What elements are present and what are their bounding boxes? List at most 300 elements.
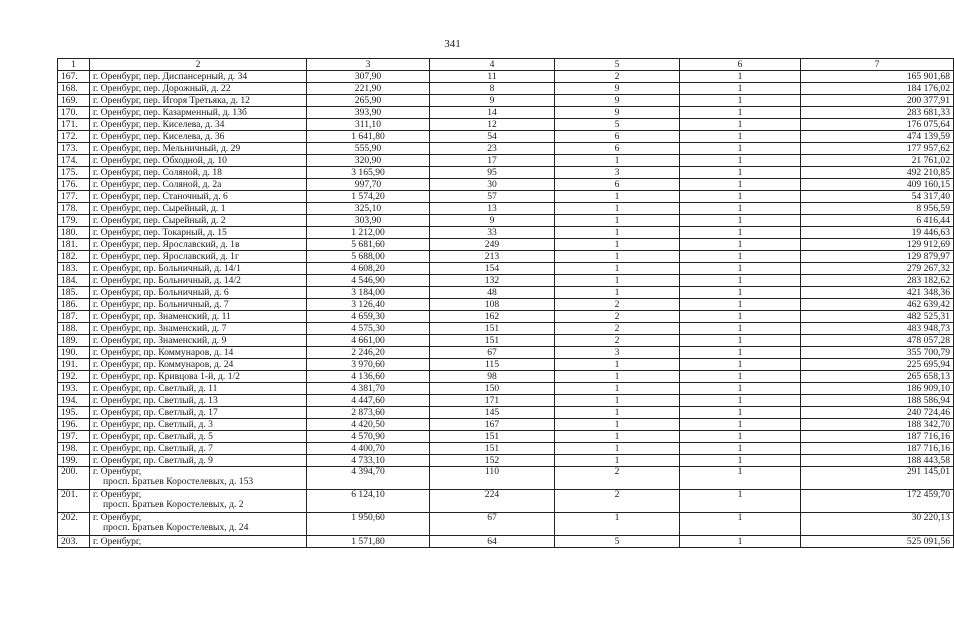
header-row [58, 59, 954, 71]
header-cell: 4 [430, 59, 555, 71]
table-cell-pop: 67 [430, 513, 555, 536]
table-cell-sum: 184 176,02 [801, 83, 954, 95]
table-cell-n: 200. [58, 467, 90, 490]
table-cell-pop: 64 [430, 536, 555, 548]
table-cell-sum: 186 909,10 [801, 383, 954, 395]
table-cell-b: 1 [680, 455, 801, 467]
table-cell-n: 190. [58, 347, 90, 359]
table-cell-addr: г. Оренбург, пр. Коммунаров, д. 24 [90, 359, 307, 371]
table-cell-addr: г. Оренбург, пр. Знаменский, д. 7 [90, 323, 307, 335]
table-cell-sum: 462 639,42 [801, 299, 954, 311]
table-cell-b: 1 [680, 536, 801, 548]
table-cell-sum: 483 948,73 [801, 323, 954, 335]
table-cell-n: 184. [58, 275, 90, 287]
table-cell-addr: г. Оренбург, пер. Обходной, д. 10 [90, 155, 307, 167]
table-cell-pop: 30 [430, 179, 555, 191]
table-cell-a: 1 [555, 407, 680, 419]
table-row [58, 155, 954, 167]
table-cell-addr: г. Оренбург, пр. Кривцова 1-й, д. 1/2 [90, 371, 307, 383]
table-cell-b: 1 [680, 467, 801, 490]
table-cell-pop: 9 [430, 215, 555, 227]
table-cell-area: 311,10 [307, 119, 430, 131]
table-cell-area: 997,70 [307, 179, 430, 191]
table-cell-area: 325,10 [307, 203, 430, 215]
table-cell-addr: г. Оренбург, пр. Светлый, д. 11 [90, 383, 307, 395]
table-cell-addr: г. Оренбург, пер. Игоря Третьяка, д. 12 [90, 95, 307, 107]
table-cell-sum: 240 724,46 [801, 407, 954, 419]
table-cell-area: 2 246,20 [307, 347, 430, 359]
table-cell-n: 199. [58, 455, 90, 467]
table-cell-addr: г. Оренбург, пер. Киселева, д. 34 [90, 119, 307, 131]
table-cell-a: 2 [555, 335, 680, 347]
table-row [58, 119, 954, 131]
table-cell-n: 172. [58, 131, 90, 143]
table-cell-b: 1 [680, 263, 801, 275]
table-row [58, 299, 954, 311]
table-cell-b: 1 [680, 287, 801, 299]
table-cell-addr: г. Оренбург, пр. Светлый, д. 5 [90, 431, 307, 443]
table-cell-addr: г. Оренбург, пер. Ярославский, д. 1г [90, 251, 307, 263]
table-cell-sum: 421 348,36 [801, 287, 954, 299]
table-cell-n: 189. [58, 335, 90, 347]
table-cell-addr [90, 490, 307, 513]
address-line-street: просп. Братьев Коростелевых, д. 153 [103, 476, 254, 487]
table-row [58, 227, 954, 239]
table-cell-n: 174. [58, 155, 90, 167]
table-cell-sum: 492 210,85 [801, 167, 954, 179]
table-cell-sum: 176 075,64 [801, 119, 954, 131]
table-cell-n: 193. [58, 383, 90, 395]
table-cell-pop: 213 [430, 251, 555, 263]
table-cell-n: 198. [58, 443, 90, 455]
table-cell-sum: 409 160,15 [801, 179, 954, 191]
table-cell-n: 178. [58, 203, 90, 215]
table-cell-pop: 145 [430, 407, 555, 419]
table-row [58, 311, 954, 323]
table-cell-addr: г. Оренбург, пер. Соляной, д. 18 [90, 167, 307, 179]
table-cell-pop: 167 [430, 419, 555, 431]
table-cell-b: 1 [680, 419, 801, 431]
table-cell-n: 179. [58, 215, 90, 227]
table-row [58, 287, 954, 299]
table-cell-n: 188. [58, 323, 90, 335]
table-cell-pop: 151 [430, 431, 555, 443]
table-cell-area: 3 165,90 [307, 167, 430, 179]
table-cell-addr: г. Оренбург, пр. Светлый, д. 13 [90, 395, 307, 407]
table-cell-n: 171. [58, 119, 90, 131]
table-cell-pop: 33 [430, 227, 555, 239]
table-cell-n: 177. [58, 191, 90, 203]
table-cell-sum: 188 586,94 [801, 395, 954, 407]
table-cell-n: 191. [58, 359, 90, 371]
table-cell-b: 1 [680, 251, 801, 263]
table-cell-n: 176. [58, 179, 90, 191]
table-cell-b: 1 [680, 179, 801, 191]
table-cell-area: 4 136,60 [307, 371, 430, 383]
table-cell-b: 1 [680, 155, 801, 167]
table-cell-addr: г. Оренбург, пр. Знаменский, д. 11 [90, 311, 307, 323]
table-cell-area: 1 571,80 [307, 536, 430, 548]
table-cell-b: 1 [680, 239, 801, 251]
table-cell-n: 195. [58, 407, 90, 419]
table-cell-a: 9 [555, 107, 680, 119]
table-cell-addr: г. Оренбург, пр. Больничный, д. 14/2 [90, 275, 307, 287]
table-cell-b: 1 [680, 311, 801, 323]
table-cell-area: 4 394,70 [307, 467, 430, 490]
table-row [58, 95, 954, 107]
table-cell-sum: 21 761,02 [801, 155, 954, 167]
table-row [58, 536, 954, 548]
table-row [58, 83, 954, 95]
table-cell-addr: г. Оренбург, пр. Светлый, д. 9 [90, 455, 307, 467]
table-cell-b: 1 [680, 275, 801, 287]
table-cell-area: 307,90 [307, 71, 430, 83]
table-cell-sum: 8 956,59 [801, 203, 954, 215]
table-cell-b: 1 [680, 131, 801, 143]
table-cell-a: 3 [555, 167, 680, 179]
table-cell-a: 2 [555, 467, 680, 490]
table-cell-sum: 283 681,33 [801, 107, 954, 119]
table-cell-pop: 57 [430, 191, 555, 203]
table-row [58, 347, 954, 359]
table-cell-pop: 115 [430, 359, 555, 371]
table-cell-n: 196. [58, 419, 90, 431]
table-cell-a: 3 [555, 347, 680, 359]
table-cell-addr: г. Оренбург, пр. Коммунаров, д. 14 [90, 347, 307, 359]
table-cell-b: 1 [680, 359, 801, 371]
table-cell-n: 173. [58, 143, 90, 155]
table-cell-sum: 129 912,69 [801, 239, 954, 251]
table-cell-sum: 478 057,28 [801, 335, 954, 347]
table-cell-area: 555,90 [307, 143, 430, 155]
table-cell-sum: 187 716,16 [801, 443, 954, 455]
table-cell-b: 1 [680, 95, 801, 107]
table-cell-pop: 13 [430, 203, 555, 215]
table-cell-sum: 30 220,13 [801, 513, 954, 536]
table-cell-sum: 225 695,94 [801, 359, 954, 371]
table-cell-a: 1 [555, 251, 680, 263]
table-cell-addr: г. Оренбург, пер. Токарный, д. 15 [90, 227, 307, 239]
table-cell-pop: 171 [430, 395, 555, 407]
table-cell-area: 6 124,10 [307, 490, 430, 513]
table-cell-pop: 67 [430, 347, 555, 359]
table-cell-b: 1 [680, 323, 801, 335]
table-cell-pop: 54 [430, 131, 555, 143]
table-cell-area: 4 659,30 [307, 311, 430, 323]
table-row [58, 513, 954, 536]
table-row [58, 383, 954, 395]
table-cell-a: 6 [555, 179, 680, 191]
table-cell-n: 197. [58, 431, 90, 443]
table-cell-addr: г. Оренбург, пр. Светлый, д. 17 [90, 407, 307, 419]
table-cell-sum: 188 443,58 [801, 455, 954, 467]
table-cell-area: 5 688,00 [307, 251, 430, 263]
table-cell-n: 181. [58, 239, 90, 251]
table-cell-area: 4 546,90 [307, 275, 430, 287]
table-cell-addr: г. Оренбург, пр. Светлый, д. 7 [90, 443, 307, 455]
table-cell-b: 1 [680, 395, 801, 407]
table-cell-a: 1 [555, 275, 680, 287]
table-cell-sum: 172 459,70 [801, 490, 954, 513]
table-cell-area: 221,90 [307, 83, 430, 95]
header-cell: 7 [801, 59, 954, 71]
table-cell-pop: 151 [430, 443, 555, 455]
header-cell: 6 [680, 59, 801, 71]
table-cell-a: 2 [555, 299, 680, 311]
table-cell-addr [90, 513, 307, 536]
address-line-street: просп. Братьев Коростелевых, д. 2 [103, 499, 244, 510]
table-row [58, 359, 954, 371]
table-cell-n: 169. [58, 95, 90, 107]
table-cell-area: 1 950,60 [307, 513, 430, 536]
table-cell-b: 1 [680, 143, 801, 155]
table-cell-sum: 188 342,70 [801, 419, 954, 431]
table-cell-a: 6 [555, 143, 680, 155]
table-cell-pop: 110 [430, 467, 555, 490]
table-cell-sum: 291 145,01 [801, 467, 954, 490]
table-cell-n: 201. [58, 490, 90, 513]
table-cell-area: 1 574,20 [307, 191, 430, 203]
table-cell-pop: 224 [430, 490, 555, 513]
header-cell: 2 [90, 59, 307, 71]
table-cell-b: 1 [680, 119, 801, 131]
table-cell-pop: 95 [430, 167, 555, 179]
table-cell-pop: 154 [430, 263, 555, 275]
table-cell-addr: г. Оренбург, пер. Мельничный, д. 29 [90, 143, 307, 155]
table-cell-pop: 151 [430, 335, 555, 347]
table-cell-a: 5 [555, 536, 680, 548]
table-cell-sum: 474 139,59 [801, 131, 954, 143]
table-cell-area: 3 184,00 [307, 287, 430, 299]
table-cell-a: 1 [555, 287, 680, 299]
table-cell-area: 4 733,10 [307, 455, 430, 467]
table-cell-pop: 11 [430, 71, 555, 83]
table-row [58, 431, 954, 443]
table-cell-area: 5 681,60 [307, 239, 430, 251]
table-cell-sum: 279 267,32 [801, 263, 954, 275]
table-cell-b: 1 [680, 191, 801, 203]
table-cell-b: 1 [680, 513, 801, 536]
header-cell: 3 [307, 59, 430, 71]
table-cell-sum: 177 957,62 [801, 143, 954, 155]
header-cell: 5 [555, 59, 680, 71]
table-cell-sum: 19 446,63 [801, 227, 954, 239]
table-cell-sum: 283 182,62 [801, 275, 954, 287]
table-cell-addr: г. Оренбург, пр. Больничный, д. 14/1 [90, 263, 307, 275]
table-cell-pop: 17 [430, 155, 555, 167]
table-cell-area: 4 381,70 [307, 383, 430, 395]
table-cell-b: 1 [680, 299, 801, 311]
table-cell-a: 1 [555, 383, 680, 395]
table-row [58, 251, 954, 263]
table-cell-a: 1 [555, 371, 680, 383]
table-cell-a: 1 [555, 419, 680, 431]
table-cell-a: 6 [555, 131, 680, 143]
table-row [58, 131, 954, 143]
table-cell-area: 4 400,70 [307, 443, 430, 455]
table-cell-sum: 54 317,40 [801, 191, 954, 203]
table-cell-n: 186. [58, 299, 90, 311]
table-cell-b: 1 [680, 203, 801, 215]
table-cell-b: 1 [680, 107, 801, 119]
table-row [58, 490, 954, 513]
table-cell-addr: г. Оренбург, пр. Знаменский, д. 9 [90, 335, 307, 347]
table-cell-n: 187. [58, 311, 90, 323]
table-cell-area: 4 570,90 [307, 431, 430, 443]
address-line-street: просп. Братьев Коростелевых, д. 24 [103, 522, 249, 533]
table-cell-area: 1 641,80 [307, 131, 430, 143]
table-cell-b: 1 [680, 167, 801, 179]
table-cell-area: 4 661,00 [307, 335, 430, 347]
table-cell-pop: 14 [430, 107, 555, 119]
table-cell-addr [90, 467, 307, 490]
table-cell-a: 1 [555, 191, 680, 203]
table-cell-a: 1 [555, 203, 680, 215]
table-row [58, 239, 954, 251]
table-cell-addr: г. Оренбург, пер. Казарменный, д. 13б [90, 107, 307, 119]
table-cell-pop: 48 [430, 287, 555, 299]
table-cell-addr: г. Оренбург, пр. Светлый, д. 3 [90, 419, 307, 431]
table-cell-pop: 151 [430, 323, 555, 335]
table-cell-a: 2 [555, 490, 680, 513]
table-row [58, 263, 954, 275]
table-row [58, 407, 954, 419]
address-line-city: г. Оренбург, [93, 489, 142, 500]
table-cell-b: 1 [680, 371, 801, 383]
table-cell-a: 1 [555, 443, 680, 455]
table-cell-a: 1 [555, 455, 680, 467]
table-cell-sum: 525 091,56 [801, 536, 954, 548]
table-cell-b: 1 [680, 215, 801, 227]
table-cell-a: 1 [555, 513, 680, 536]
table-cell-n: 180. [58, 227, 90, 239]
table-cell-n: 203. [58, 536, 90, 548]
table-row [58, 203, 954, 215]
table-cell-pop: 162 [430, 311, 555, 323]
table-cell-area: 1 212,00 [307, 227, 430, 239]
table-cell-addr: г. Оренбург, пер. Соляной, д. 2а [90, 179, 307, 191]
table-cell-pop: 8 [430, 83, 555, 95]
table-cell-n: 192. [58, 371, 90, 383]
data-table [57, 58, 954, 548]
table-cell-a: 5 [555, 119, 680, 131]
table-cell-b: 1 [680, 83, 801, 95]
table-cell-area: 303,90 [307, 215, 430, 227]
table-cell-area: 393,90 [307, 107, 430, 119]
table-row [58, 71, 954, 83]
table-cell-b: 1 [680, 347, 801, 359]
table-cell-area: 3 970,60 [307, 359, 430, 371]
table-cell-b: 1 [680, 227, 801, 239]
table-cell-addr: г. Оренбург, пер. Сырейный, д. 1 [90, 203, 307, 215]
table-row [58, 179, 954, 191]
table-cell-a: 1 [555, 227, 680, 239]
address-line-city: г. Оренбург, [93, 512, 142, 523]
table-cell-sum: 200 377,91 [801, 95, 954, 107]
table-cell-a: 1 [555, 359, 680, 371]
table-cell-area: 2 873,60 [307, 407, 430, 419]
table-row [58, 395, 954, 407]
table-cell-a: 1 [555, 155, 680, 167]
table-row [58, 335, 954, 347]
table-row [58, 167, 954, 179]
table-cell-sum: 129 879,97 [801, 251, 954, 263]
table-row [58, 107, 954, 119]
table-cell-a: 2 [555, 311, 680, 323]
table-cell-pop: 12 [430, 119, 555, 131]
table-cell-n: 182. [58, 251, 90, 263]
table-cell-addr: г. Оренбург, пер. Сырейный, д. 2 [90, 215, 307, 227]
table-cell-n: 185. [58, 287, 90, 299]
table-row [58, 455, 954, 467]
table-cell-addr: г. Оренбург, пр. Больничный, д. 6 [90, 287, 307, 299]
table-cell-n: 170. [58, 107, 90, 119]
table-cell-a: 2 [555, 323, 680, 335]
table-cell-area: 4 575,30 [307, 323, 430, 335]
table-cell-b: 1 [680, 335, 801, 347]
table-cell-pop: 98 [430, 371, 555, 383]
table-cell-addr: г. Оренбург, пер. Станочный, д. 6 [90, 191, 307, 203]
table-cell-n: 194. [58, 395, 90, 407]
table-row [58, 467, 954, 490]
table-row [58, 191, 954, 203]
table-cell-sum: 265 658,13 [801, 371, 954, 383]
table-cell-pop: 249 [430, 239, 555, 251]
table-cell-area: 4 447,60 [307, 395, 430, 407]
table-cell-b: 1 [680, 490, 801, 513]
header-cell: 1 [58, 59, 90, 71]
table-cell-sum: 187 716,16 [801, 431, 954, 443]
table-cell-a: 1 [555, 431, 680, 443]
table-cell-area: 4 608,20 [307, 263, 430, 275]
table-cell-b: 1 [680, 443, 801, 455]
table-cell-n: 168. [58, 83, 90, 95]
table-cell-area: 3 126,40 [307, 299, 430, 311]
table-cell-n: 183. [58, 263, 90, 275]
table-row [58, 215, 954, 227]
table-cell-addr: г. Оренбург, [90, 536, 307, 548]
table-cell-sum: 6 416,44 [801, 215, 954, 227]
table-cell-addr: г. Оренбург, пер. Дорожный, д. 22 [90, 83, 307, 95]
table-cell-a: 1 [555, 215, 680, 227]
table-row [58, 371, 954, 383]
table-cell-addr: г. Оренбург, пер. Диспансерный, д. 34 [90, 71, 307, 83]
table-cell-area: 265,90 [307, 95, 430, 107]
table-cell-a: 9 [555, 83, 680, 95]
table-cell-n: 175. [58, 167, 90, 179]
table-cell-pop: 108 [430, 299, 555, 311]
table-cell-a: 1 [555, 395, 680, 407]
table-cell-a: 1 [555, 239, 680, 251]
table-cell-pop: 9 [430, 95, 555, 107]
table-cell-pop: 23 [430, 143, 555, 155]
table-cell-a: 1 [555, 263, 680, 275]
table-row [58, 323, 954, 335]
table-cell-addr: г. Оренбург, пер. Киселева, д. 36 [90, 131, 307, 143]
table-row [58, 143, 954, 155]
table-cell-a: 2 [555, 71, 680, 83]
table-cell-pop: 152 [430, 455, 555, 467]
table-row [58, 443, 954, 455]
table-row [58, 275, 954, 287]
table-cell-n: 202. [58, 513, 90, 536]
table-row [58, 419, 954, 431]
table-cell-addr: г. Оренбург, пер. Ярославский, д. 1в [90, 239, 307, 251]
table-cell-b: 1 [680, 383, 801, 395]
table-cell-a: 9 [555, 95, 680, 107]
table-cell-pop: 132 [430, 275, 555, 287]
table-cell-sum: 355 700,79 [801, 347, 954, 359]
